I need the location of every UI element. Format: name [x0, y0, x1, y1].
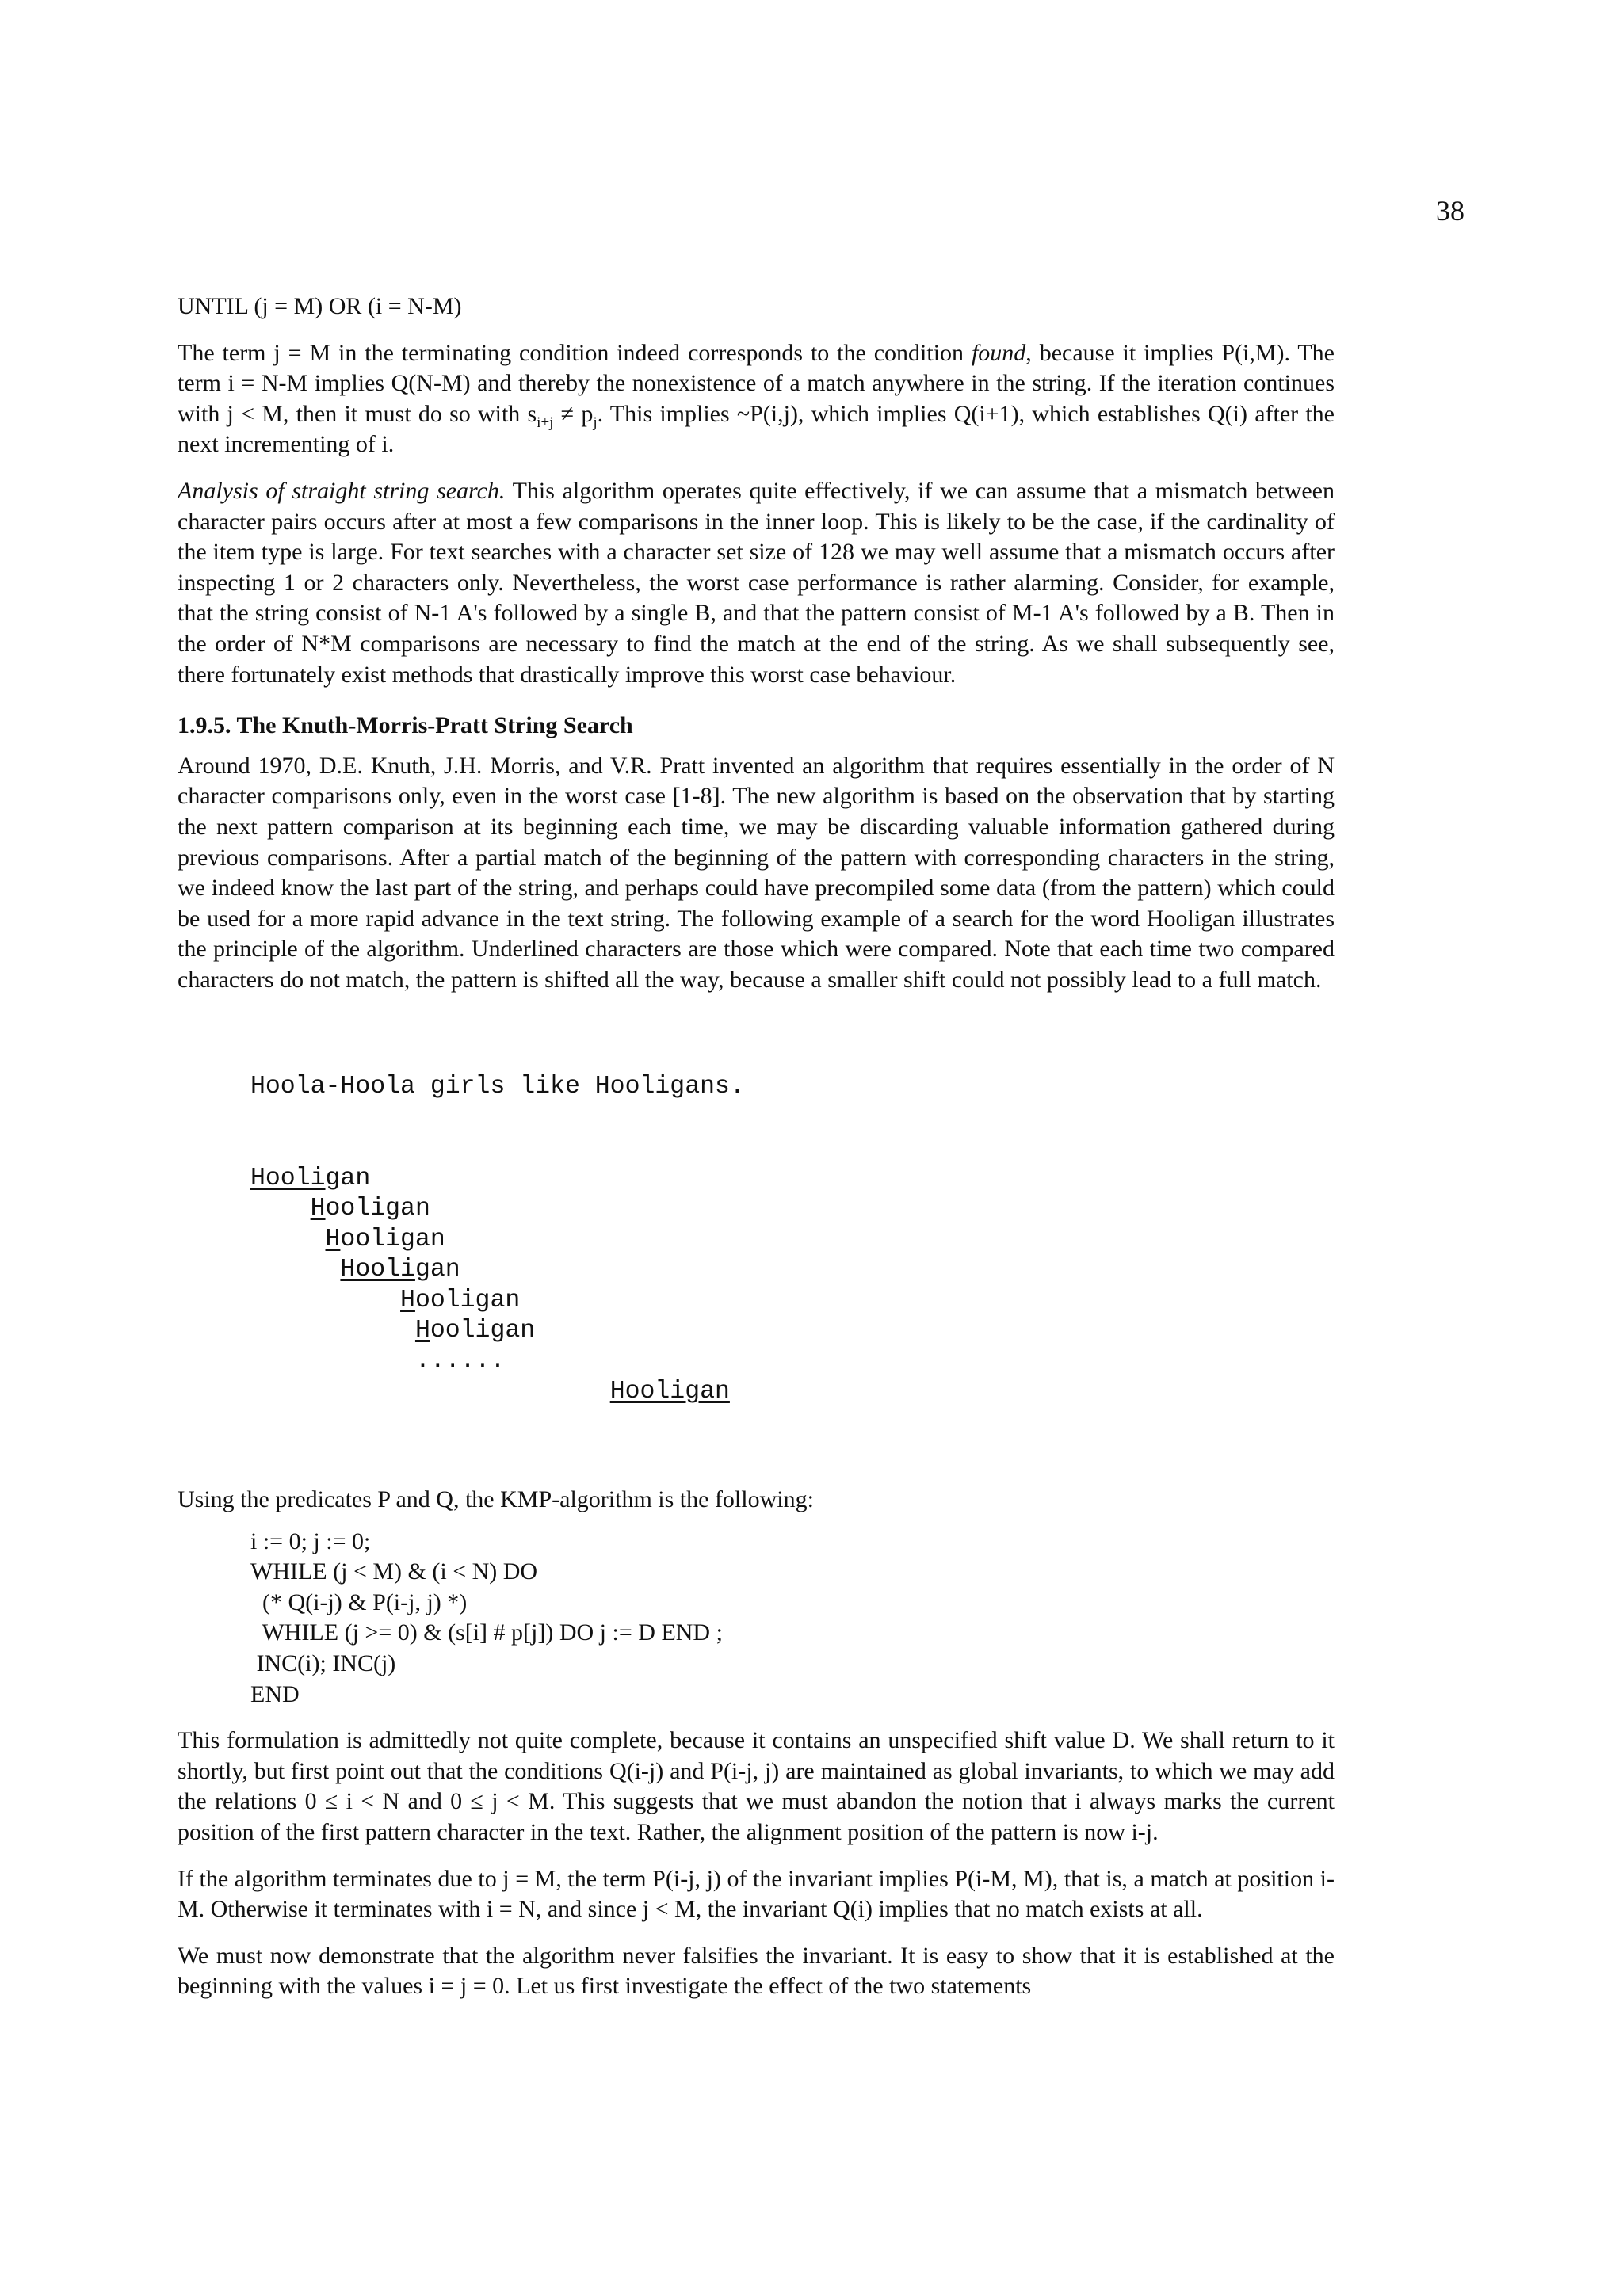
- example-row-pad: [250, 1348, 415, 1375]
- compared-chars: Hooli: [340, 1256, 415, 1284]
- uncompared-chars: gan: [325, 1164, 371, 1192]
- example-row: [250, 1194, 1335, 1225]
- example-row: [250, 1286, 1335, 1317]
- compared-chars: H: [400, 1286, 415, 1314]
- example-text-line: Hoola-Hoola girls like Hooligans.: [250, 1073, 745, 1101]
- uncompared-chars: ooligan: [414, 1286, 521, 1314]
- uncompared-chars: ooligan: [340, 1225, 445, 1253]
- paragraph-termination: The term j = M in the terminating condition indeed corresponds to the condition found, because it implies P(i,M). The term i = N-M implies Q(N-M) and thereby the nonexistence of a match anywhere in the string. If the iteration continues with j < M, then it must do so with $s_{i+j} \ne p_j$. This implies ~P(i,j), which implies Q(i+1), which establishes Q(i) after the next incrementing of i.: [178, 339, 1335, 458]
- compared-chars: H: [414, 1317, 430, 1345]
- section-heading: 1.9.5. The Knuth-Morris-Pratt String Search: [178, 712, 633, 739]
- uncompared-chars: ooligan: [430, 1317, 536, 1345]
- example-row: [250, 1347, 1335, 1378]
- example-row-pad: [250, 1378, 610, 1405]
- example-row: [250, 1377, 1335, 1408]
- compared-chars: Hooli: [250, 1164, 326, 1192]
- uncompared-chars: ooligan: [325, 1195, 430, 1223]
- paragraph-kmp-intro: Around 1970, D.E. Knuth, J.H. Morris, and V.R. Pratt invented an algorithm that requires essentially in the order of N character comparisons only, even in the worst case [1-8]. The new algorithm is based on the observation that by starting the next pattern comparison at its beginning each time, we may be discarding valuable information gathered during previous comparisons. After a partial match of the beginning of the pattern with corresponding characters in the string, we indeed know the last part of the string, and perhaps could have precompiled some data (from the pattern) which could be used for a more rapid advance in the text string. The following example of a search for the word Hooligan illustrates the principle of the algorithm. Underlined characters are those which were compared. Note that each time two compared characters do not match, the pattern is shifted all the way, because a smaller shift could not possibly lead to a full match.: [178, 752, 1335, 993]
- example-row-pad: [250, 1195, 311, 1222]
- code-line: WHILE (j >= 0) & (s[i] # p[j]) DO j := D END ;: [250, 1619, 723, 1646]
- compared-chars: H: [325, 1225, 341, 1253]
- compared-chars: H: [310, 1195, 326, 1223]
- example-row: [250, 1225, 1335, 1256]
- paragraph-termination-cases: If the algorithm terminates due to j = M, the term P(i-j, j) of the invariant implies P(i-M, M), that is, a match at position i-M. Otherwise it terminates with i = N, and since j < M, the invariant Q(i) implies that no match exists at all.: [178, 1865, 1335, 1923]
- example-row: [250, 1164, 1335, 1195]
- compared-chars: Hooligan: [609, 1378, 730, 1406]
- code-line: (* Q(i-j) & P(i-j, j) *): [250, 1589, 468, 1615]
- uncompared-chars: ......: [414, 1347, 506, 1375]
- example-rows: [250, 1164, 1335, 1408]
- code-line: END: [250, 1680, 300, 1707]
- example-row-pad: [250, 1226, 326, 1253]
- example-row-pad: [250, 1256, 340, 1283]
- code-line: i := 0; j := 0;: [250, 1527, 371, 1554]
- until-line: UNTIL (j = M) OR (i = N-M): [178, 293, 462, 319]
- page-number: 38: [1436, 195, 1465, 227]
- paragraph-predicates: Using the predicates P and Q, the KMP-algorithm is the following:: [178, 1486, 814, 1512]
- paragraph-invariant: We must now demonstrate that the algorithm never falsifies the invariant. It is easy to show that it is established at the beginning with the values i = j = 0. Let us first investigate the effect of the two statements: [178, 1942, 1335, 2000]
- uncompared-chars: gan: [414, 1256, 460, 1284]
- paragraph-analysis: Analysis of straight string search. This algorithm operates quite effectively, if we can assume that a mismatch between character pairs occurs after at most a few comparisons in the inner loop. This is likely to be the case, if the cardinality of the item type is large. For text searches with a character set size of 128 we may well assume that a mismatch occurs after inspecting 1 or 2 characters only. Nevertheless, the worst case performance is rather alarming. Consider, for example, that the string consist of N-1 A's followed by a single B, and that the pattern consist of M-1 A's followed by a B. Then in the order of N*M comparisons are necessary to find the match at the end of the string. As we shall subsequently see, there fortunately exist methods that drastically improve this worst case behaviour.: [178, 477, 1335, 688]
- kmp-code-block: [250, 1527, 1335, 1711]
- example-row-pad: [250, 1287, 400, 1314]
- code-line: WHILE (j < M) & (i < N) DO: [250, 1558, 538, 1585]
- code-line: INC(i); INC(j): [250, 1650, 396, 1676]
- paragraph-formulation: This formulation is admittedly not quite complete, because it contains an unspecified shift value D. We shall return to it shortly, but first point out that the conditions Q(i-j) and P(i-j, j) are maintained as global invariants, to which we may add the relations 0 ≤ i < N and 0 ≤ j < M. This suggests that we must abandon the notion that i always marks the current position of the first pattern character in the text. Rather, the alignment position of the pattern is now i-j.: [178, 1727, 1335, 1845]
- page-body: [178, 292, 1335, 2018]
- hooligan-example: [250, 1011, 1335, 1469]
- example-row-pad: [250, 1317, 415, 1344]
- example-row: [250, 1316, 1335, 1347]
- example-row: [250, 1255, 1335, 1286]
